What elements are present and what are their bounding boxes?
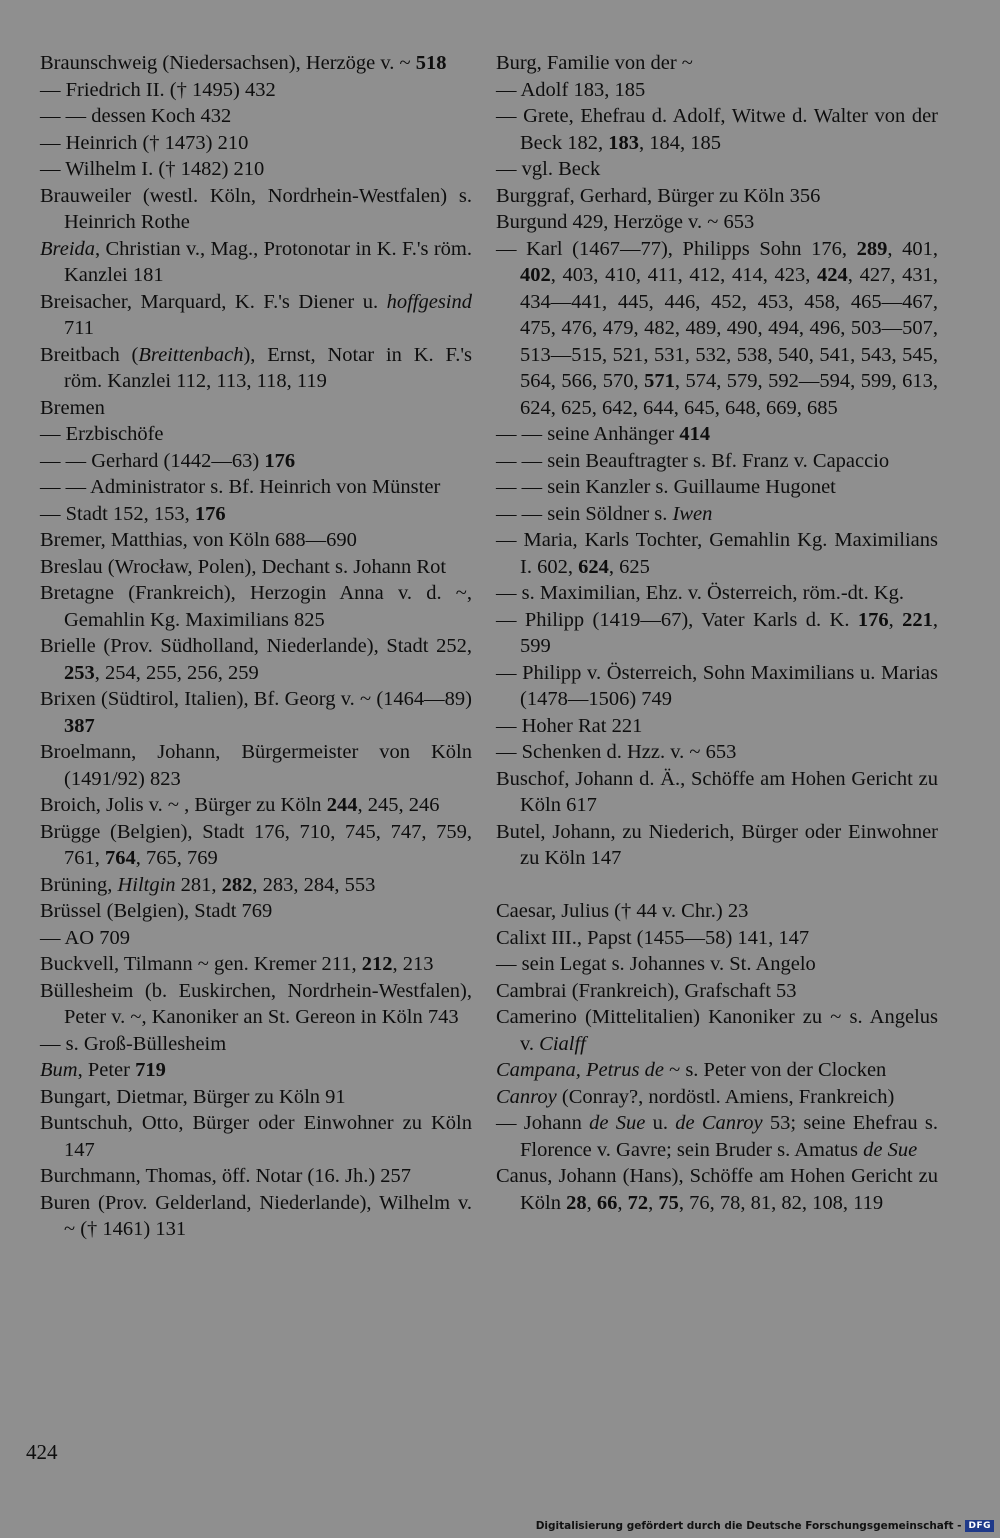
entry-text: — AO 709 <box>40 926 130 949</box>
index-entry <box>40 395 472 422</box>
index-entry <box>496 1110 938 1163</box>
index-entry <box>496 713 938 740</box>
entry-text: , 401, <box>887 237 939 260</box>
entry-text: , 599 <box>520 608 939 657</box>
entry-text: — Erzbischöfe <box>40 423 164 445</box>
entry-text: — — dessen Koch 432 <box>40 105 232 127</box>
entry-bold-ref: 719 <box>135 1059 166 1081</box>
entry-text: — s. Groß-Büllesheim <box>40 1032 227 1055</box>
entry-text: — sein Legat s. Johannes v. St. Angelo <box>496 953 816 975</box>
index-entry <box>496 50 938 77</box>
entry-italic-text: Iwen <box>672 502 713 525</box>
entry-bold-ref: 289 <box>856 237 888 260</box>
entry-text: Brügge (Belgien), Stadt 176, 710, 745, 747, 759, 761, <box>40 820 472 869</box>
entry-text: Brüning, <box>40 873 118 896</box>
entry-text: Burggraf, Gerhard, Bürger zu Köln 356 <box>496 184 821 207</box>
entry-text: Breslau (Wrocław, Polen), Dechant s. Johann Rot <box>40 555 447 578</box>
entry-italic-text: Breida <box>40 237 96 260</box>
entry-bold-ref: 414 <box>679 423 711 445</box>
index-entry <box>40 580 472 633</box>
index-entry <box>40 342 472 395</box>
entry-text: , <box>888 608 903 631</box>
index-entry <box>40 1084 472 1111</box>
entry-italic-text: Campana, Petrus de <box>496 1059 664 1081</box>
index-entry <box>40 1057 472 1084</box>
entry-italic-text: de Canroy <box>675 1112 763 1134</box>
entry-text: , 283, 284, 553 <box>252 873 376 896</box>
index-entry <box>40 898 472 925</box>
entry-text: Breisacher, Marquard, K. F.'s Diener u. <box>40 290 387 313</box>
index-entry <box>496 527 938 580</box>
index-entry <box>40 77 472 104</box>
index-entry <box>496 1163 938 1216</box>
entry-text: — Hoher Rat 221 <box>496 714 643 737</box>
index-entry <box>496 1084 938 1111</box>
entry-text: Calixt III., Papst (1455—58) 141, 147 <box>496 926 810 949</box>
entry-text: ), Ernst, Notar in K. F.'s röm. Kanzlei 112, 113, 118, 119 <box>64 343 472 392</box>
entry-italic-text: Canroy <box>496 1085 557 1108</box>
entry-bold-ref: 183 <box>608 131 639 154</box>
entry-text: — Wilhelm I. († 1482) 210 <box>40 158 265 180</box>
index-entry <box>496 183 938 210</box>
index-entry <box>496 607 938 660</box>
index-entry <box>40 501 472 528</box>
entry-text: Brixen (Südtirol, Italien), Bf. Georg v. ~ (1464—89) <box>40 688 472 710</box>
entry-bold-ref: 282 <box>221 873 253 896</box>
entry-text: 711 <box>64 317 94 339</box>
entry-text: (Conray?, nordöstl. Amiens, Frankreich) <box>556 1085 895 1108</box>
entry-text: u. <box>645 1112 676 1134</box>
index-entry <box>40 103 472 130</box>
index-entry <box>40 554 472 581</box>
index-entry <box>40 925 472 952</box>
index-entry <box>40 951 472 978</box>
entry-bold-ref: 518 <box>415 52 447 74</box>
index-entry <box>496 978 938 1005</box>
entry-text: Buren (Prov. Gelderland, Niederlande), Wilhelm v. ~ († 1461) 131 <box>40 1191 472 1240</box>
entry-text: , <box>648 1191 659 1214</box>
entry-text: , <box>586 1191 597 1214</box>
index-entry <box>40 686 472 739</box>
entry-bold-ref: 387 <box>64 714 95 737</box>
index-entry <box>40 1190 472 1243</box>
entry-text: Burg, Familie von der ~ <box>496 52 693 74</box>
entry-bold-ref: 624 <box>578 555 609 578</box>
entry-text: Broelmann, Johann, Bürgermeister von Köln (1491/92) 823 <box>40 741 472 790</box>
entry-text: Camerino (Mittelitalien) Kanoniker zu ~ s. Angelus v. <box>496 1006 938 1055</box>
entry-text: — — sein Kanzler s. Guillaume Hugonet <box>496 476 836 498</box>
entry-text: , 403, 410, 411, 412, 414, 423, <box>550 264 818 286</box>
entry-text: Breitbach ( <box>40 343 139 366</box>
index-column-left <box>40 50 472 1243</box>
index-entry <box>40 130 472 157</box>
index-entry <box>40 527 472 554</box>
entry-text: , 245, 246 <box>357 794 440 816</box>
index-entry <box>40 183 472 236</box>
entry-text: — vgl. Beck <box>496 158 601 180</box>
index-entry <box>40 421 472 448</box>
entry-text: 53; seine Ehefrau s. Florence v. Gavre; sein Bruder s. Amatus <box>520 1112 938 1161</box>
index-entry <box>496 925 938 952</box>
entry-text: Burgund 429, Herzöge v. ~ 653 <box>496 211 755 233</box>
entry-text: — s. Maximilian, Ehz. v. Österreich, röm.-dt. Kg. <box>496 582 905 604</box>
index-entry <box>496 580 938 607</box>
entry-bold-ref: 176 <box>857 608 889 631</box>
index-entry <box>496 103 938 156</box>
entry-italic-text: hoffgesind <box>386 290 472 313</box>
entry-bold-ref: 75 <box>658 1191 679 1214</box>
entry-text: — Heinrich († 1473) 210 <box>40 131 249 154</box>
entry-bold-ref: 212 <box>361 953 393 975</box>
entry-italic-text: de Sue <box>863 1138 918 1161</box>
index-entry <box>40 1110 472 1163</box>
index-entry <box>40 1163 472 1190</box>
entry-text: — Friedrich II. († 1495) 432 <box>40 78 276 101</box>
entry-text: Brauweiler (westl. Köln, Nordrhein-Westfalen) s. Heinrich Rothe <box>40 184 472 233</box>
entry-text: — Philipp (1419—67), Vater Karls d. K. <box>496 608 858 631</box>
entry-text: , 213 <box>392 953 434 975</box>
entry-text: Burchmann, Thomas, öff. Notar (16. Jh.) 257 <box>40 1165 412 1187</box>
entry-text: — — Administrator s. Bf. Heinrich von Münster <box>40 476 441 498</box>
index-entry <box>496 236 938 422</box>
entry-bold-ref: 176 <box>264 449 296 472</box>
entry-text: Buckvell, Tilmann ~ gen. Kremer 211, <box>40 953 362 975</box>
entry-text: — — Gerhard (1442—63) <box>40 449 265 472</box>
index-entry <box>40 156 472 183</box>
entry-text: Braunschweig (Niedersachsen), Herzöge v. ~ <box>40 52 416 74</box>
entry-text: — Philipp v. Österreich, Sohn Maximilians u. Marias (1478—1506) 749 <box>496 661 938 710</box>
index-entry <box>40 236 472 289</box>
entry-text: , 765, 769 <box>135 847 218 869</box>
index-entry <box>40 819 472 872</box>
entry-text: Canus, Johann (Hans), Schöffe am Hohen Gericht zu Köln <box>496 1165 938 1214</box>
entry-text: , 76, 78, 81, 82, 108, 119 <box>678 1191 884 1214</box>
entry-text: Butel, Johann, zu Niederich, Bürger oder Einwohner zu Köln 147 <box>496 820 938 869</box>
entry-text: Broich, Jolis v. ~ , Bürger zu Köln <box>40 794 327 816</box>
entry-text: — Stadt 152, 153, <box>40 502 195 525</box>
entry-text: Bremer, Matthias, von Köln 688—690 <box>40 529 357 551</box>
index-entry <box>496 1057 938 1084</box>
entry-text: Bretagne (Frankreich), Herzogin Anna v. d. ~, Gemahlin Kg. Maximilians 825 <box>40 582 472 631</box>
entry-text: , 427, 431, 434—441, 445, 446, 452, 453, 458, 465—467, 475, 476, 479, 482, 489, 490, 494, 496, 503—507, 513—515, 521, 531, 532, 538, 540, 541, 543, 545, 564, 566, 570, <box>520 264 938 392</box>
entry-bold-ref: 571 <box>644 370 675 392</box>
index-entry <box>40 792 472 819</box>
index-entry <box>496 77 938 104</box>
entry-bold-ref: 253 <box>64 661 95 684</box>
index-entry <box>40 448 472 475</box>
index-entry <box>496 421 938 448</box>
entry-bold-ref: 424 <box>817 264 848 286</box>
entry-bold-ref: 244 <box>326 794 358 816</box>
index-entry <box>496 951 938 978</box>
index-entry <box>40 289 472 342</box>
entry-text: Brielle (Prov. Südholland, Niederlande), Stadt 252, <box>40 635 472 657</box>
entry-text: Buntschuh, Otto, Bürger oder Einwohner zu Köln 147 <box>40 1112 472 1161</box>
index-entry <box>496 501 938 528</box>
entry-text: Büllesheim (b. Euskirchen, Nordrhein-Westfalen), Peter v. ~, Kanoniker an St. Gereon in Köln 743 <box>40 979 472 1028</box>
entry-text: , 625 <box>608 555 650 578</box>
index-entry <box>496 209 938 236</box>
entry-bold-ref: 28 <box>566 1191 587 1214</box>
entry-text: 281, <box>175 873 222 896</box>
entry-text: , Christian v., Mag., Protonotar in K. F.'s röm. Kanzlei 181 <box>64 237 472 286</box>
entry-text: — — seine Anhänger <box>496 423 680 445</box>
index-entry <box>40 872 472 899</box>
entry-text: — Karl (1467—77), Philipps Sohn 176, <box>496 237 857 260</box>
entry-bold-ref: 176 <box>194 502 226 525</box>
entry-text: , 574, 579, 592—594, 599, 613, 624, 625, 642, 644, 645, 648, 669, 685 <box>520 370 938 419</box>
index-entry <box>40 978 472 1031</box>
index-entry <box>496 474 938 501</box>
entry-bold-ref: 66 <box>596 1191 618 1214</box>
entry-italic-text: Bum <box>40 1059 78 1081</box>
index-entry <box>40 739 472 792</box>
entry-text: Cambrai (Frankreich), Grafschaft 53 <box>496 979 797 1002</box>
entry-text: Caesar, Julius († 44 v. Chr.) 23 <box>496 900 749 922</box>
entry-text: , <box>617 1191 628 1214</box>
entry-italic-text: Cialff <box>539 1032 586 1055</box>
entry-bold-ref: 221 <box>902 608 933 631</box>
entry-text: , 254, 255, 256, 259 <box>94 661 259 684</box>
entry-text: — — sein Söldner s. <box>496 502 673 525</box>
index-entry <box>40 50 472 77</box>
index-entry <box>496 898 938 925</box>
entry-italic-text: de Sue <box>589 1112 646 1134</box>
section-gap <box>496 872 938 899</box>
entry-italic-text: Breittenbach <box>138 343 244 366</box>
index-entry <box>40 1031 472 1058</box>
entry-text: — Grete, Ehefrau d. Adolf, Witwe d. Walter von der Beck 182, <box>496 105 938 154</box>
entry-text: — Schenken d. Hzz. v. ~ 653 <box>496 741 737 763</box>
index-entry <box>496 1004 938 1057</box>
entry-text: — — sein Beauftragter s. Bf. Franz v. Capaccio <box>496 449 890 472</box>
index-column-right <box>496 50 938 1216</box>
footer-text: Digitalisierung gefördert durch die Deutsche Forschungsgemeinschaft - <box>535 1520 962 1532</box>
entry-text: , Peter <box>77 1059 136 1081</box>
entry-text: Brüssel (Belgien), Stadt 769 <box>40 900 273 922</box>
entry-text: ~ s. Peter von der Clocken <box>663 1059 887 1081</box>
index-entry <box>496 819 938 872</box>
index-entry <box>496 448 938 475</box>
entry-text: , 184, 185 <box>639 131 721 154</box>
entry-text: Buschof, Johann d. Ä., Schöffe am Hohen Gericht zu Köln 617 <box>496 767 938 816</box>
index-entry <box>496 660 938 713</box>
entry-text: Bremen <box>40 396 105 419</box>
entry-bold-ref: 72 <box>627 1191 649 1214</box>
index-entry <box>496 766 938 819</box>
page-number: 424 <box>26 1440 58 1464</box>
entry-bold-ref: 764 <box>105 847 136 869</box>
entry-italic-text: Hiltgin <box>117 873 176 896</box>
entry-text: — Johann <box>496 1112 590 1134</box>
entry-bold-ref: 402 <box>520 264 551 286</box>
footer <box>536 1520 994 1532</box>
entry-text: — Maria, Karls Tochter, Gemahlin Kg. Maximilians I. 602, <box>496 529 938 578</box>
dfg-logo: DFG <box>965 1520 994 1532</box>
entry-text: Bungart, Dietmar, Bürger zu Köln 91 <box>40 1085 346 1108</box>
index-entry <box>40 474 472 501</box>
entry-text: — Adolf 183, 185 <box>496 78 646 101</box>
index-entry <box>496 739 938 766</box>
index-entry <box>40 633 472 686</box>
index-entry <box>496 156 938 183</box>
